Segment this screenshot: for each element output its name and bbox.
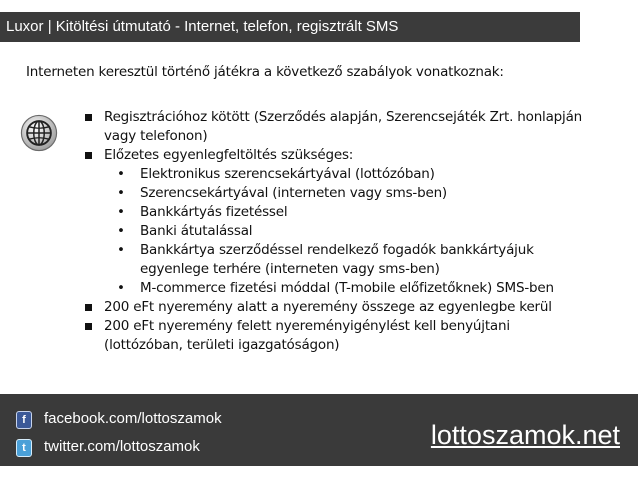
payment-methods-list: [104, 165, 586, 298]
rules-list: [76, 108, 586, 355]
twitter-icon: t: [16, 439, 32, 457]
globe-icon: [20, 114, 58, 152]
page-title: Luxor | Kitöltési útmutató - Internet, telefon, regisztrált SMS: [0, 12, 580, 42]
site-link[interactable]: lottoszamok.net: [430, 420, 620, 450]
list-item: • Banki átutalással: [104, 222, 586, 241]
list-item: • Bankkártya szerződéssel rendelkező fogadók bankkártyájuk egyenlege terhére (interneten vagy sms-ben): [104, 241, 586, 279]
facebook-icon: f: [16, 411, 32, 429]
list-item: • Elektronikus szerencsekártyával (lottózóban): [104, 165, 586, 184]
list-item: • M-commerce fizetési móddal (T-mobile előfizetőknek) SMS-ben: [104, 279, 586, 298]
list-item: 200 eFt nyeremény alatt a nyeremény összege az egyenlegbe kerül: [76, 298, 586, 317]
list-item: • Bankkártyás fizetéssel: [104, 203, 586, 222]
list-item: 200 eFt nyeremény felett nyereményigénylést kell benyújtani (lottózóban, területi igazgatóságon): [76, 317, 586, 355]
list-item: Regisztrációhoz kötött (Szerződés alapján, Szerencsejáték Zrt. honlapján vagy telefonon): [76, 108, 586, 146]
list-item: Előzetes egyenlegfeltöltés szükséges: • Elektronikus szerencsekártyával (lottózóban) • Szerencsekártyával (interneten vagy sms-ben) • Bankkártyás fizetéssel • Banki átutalással • Bankkártya szerződéssel rendelkező fogadók bankkártyájuk egyenlege terhére (interneten vagy sms-ben) • M-commerce fizetési móddal (T-mobile előfizetőknek) SMS-ben: [76, 146, 586, 298]
list-item: • Szerencsekártyával (interneten vagy sms-ben): [104, 184, 586, 203]
footer-bar: f facebook.com/lottoszamok t twitter.com/lottoszamok lottoszamok.net: [0, 394, 638, 466]
intro-text: Interneten keresztül történő játékra a következő szabályok vonatkoznak:: [26, 64, 504, 80]
